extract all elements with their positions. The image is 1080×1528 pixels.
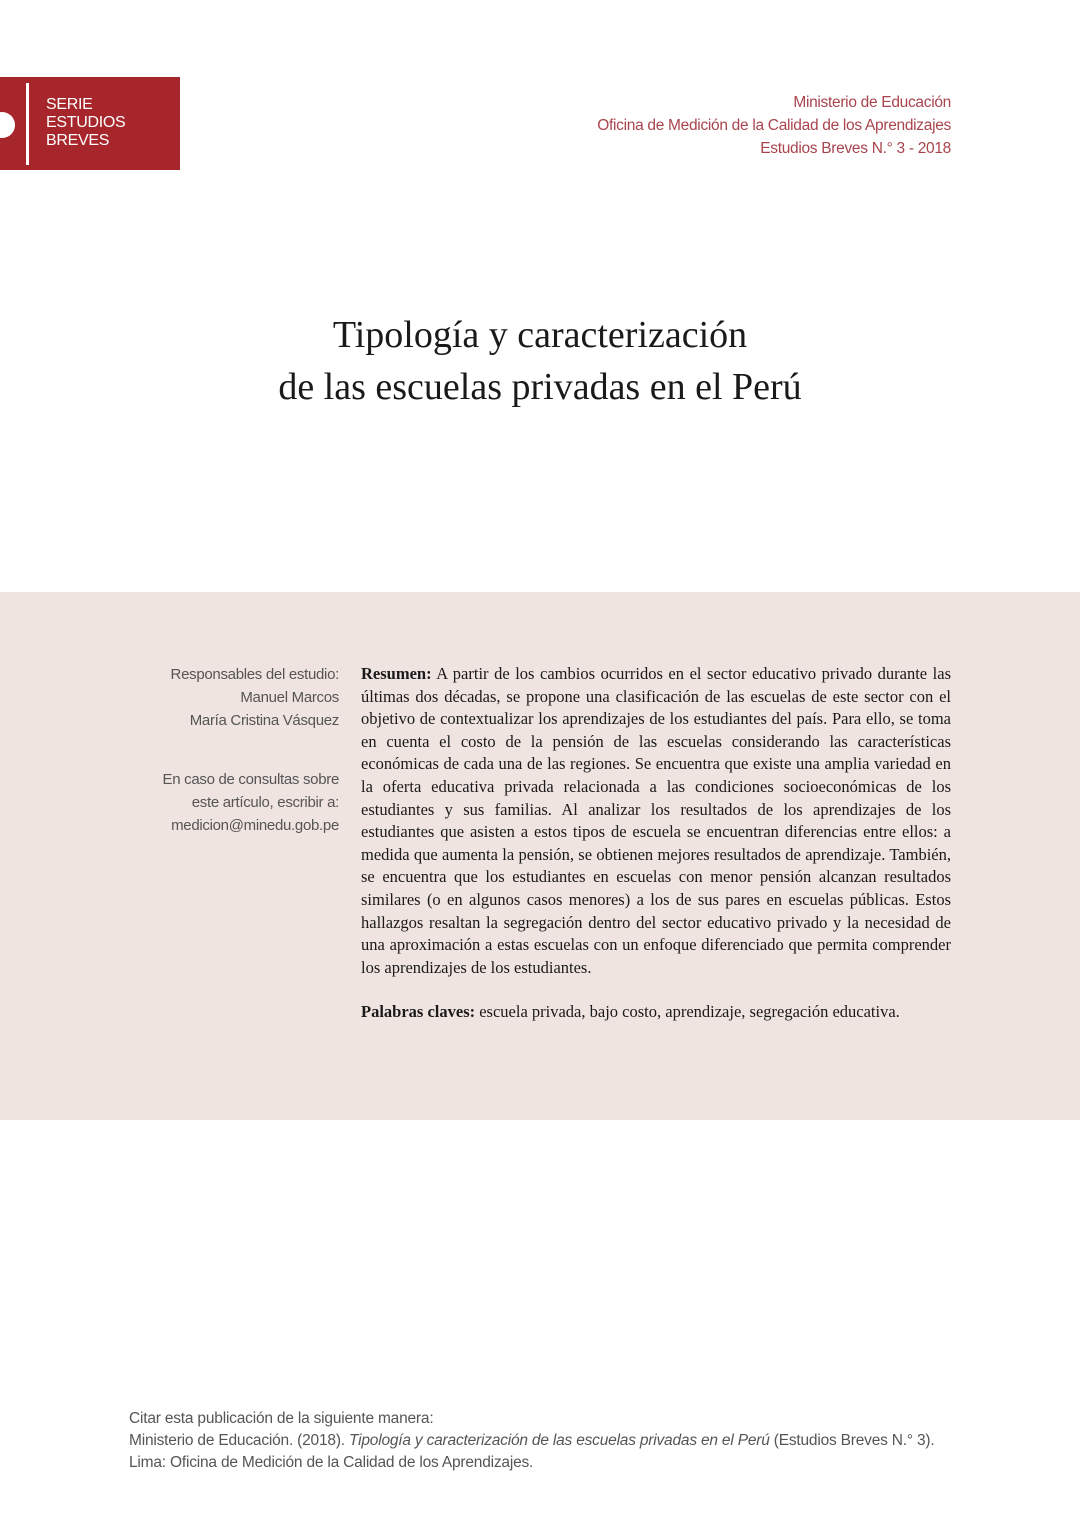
- badge-circle-mark: [0, 112, 15, 138]
- abstract-label: Resumen:: [361, 664, 432, 683]
- citation-block: [129, 1408, 951, 1474]
- keywords-paragraph: [361, 1001, 951, 1024]
- citation-intro: Citar esta publicación de la siguiente manera:: [129, 1410, 434, 1427]
- document-title: [0, 309, 1080, 413]
- header-meta: [597, 91, 951, 160]
- keywords-label: Palabras claves:: [361, 1002, 476, 1022]
- citation-title: Tipología y caracterización de las escuelas privadas en el Perú: [349, 1432, 770, 1449]
- series-badge: [0, 77, 180, 170]
- header-office: Oficina de Medición de la Calidad de los Aprendizajes: [597, 117, 951, 134]
- header-ministry: Ministerio de Educación: [793, 94, 951, 111]
- contact-text: este artículo, escribir a:: [191, 794, 339, 811]
- series-badge-line: SERIE: [46, 96, 93, 113]
- series-badge-line: BREVES: [46, 132, 110, 149]
- keywords-text: escuela privada, bajo costo, aprendizaje, segregación educativa.: [479, 1002, 900, 1022]
- contact-text: En caso de consultas sobre: [162, 771, 339, 788]
- abstract-paragraph: [361, 663, 951, 979]
- credits-column: [79, 663, 339, 837]
- citation-prefix: Ministerio de Educación. (2018).: [129, 1432, 349, 1449]
- header-issue: Estudios Breves N.° 3 - 2018: [760, 140, 951, 157]
- series-badge-line: ESTUDIOS: [46, 114, 126, 131]
- citation-reference: [129, 1430, 951, 1474]
- series-badge-text: [46, 96, 125, 150]
- abstract-text: A partir de los cambios ocurridos en el sector educativo privado durante las últimas dos décadas, se propone una clasificación de las escuelas de este sector con el objetivo de contextualizar los aprendizajes de los estudiantes del país. Para ello, se toma en cuenta el costo de la pensión de las escuelas considerando las características económicas de cada una de las regiones. Se encuentra que existe una amplia variedad en la oferta educativa privada relacionada a las condiciones socioeconómicas de los estudiantes y sus familias. Al analizar los resultados de los aprendizajes de los estudiantes que asisten a estos tipos de escuela se encuentran diferencias entre ellos: a medida que aumenta la pensión, se obtienen mejores resultados de aprendizaje. También, se encuentra que los estudiantes en escuelas con menor pensión alcanzan resultados similares (o en algunos casos menores) a los de sus pares en escuelas públicas. Estos hallazgos resaltan la segregación dentro del sector educativo privado y la necesidad de una aproximación a estas escuelas con un enfoque diferenciado que permita comprender los aprendizajes de los estudiantes.: [361, 664, 951, 977]
- author-name: Manuel Marcos: [240, 689, 339, 706]
- responsables-label: Responsables del estudio:: [170, 666, 339, 683]
- citation-suffix: (Estudios Breves N.° 3). Lima: Oficina de Medición de la Calidad de los Aprendizajes.: [129, 1432, 935, 1471]
- document-title-line: Tipología y caracterización: [332, 314, 748, 356]
- document-title-line: de las escuelas privadas en el Perú: [278, 366, 802, 408]
- author-name: María Cristina Vásquez: [189, 712, 339, 729]
- contact-email: medicion@minedu.gob.pe: [171, 817, 339, 834]
- abstract-block: [361, 663, 951, 1024]
- badge-vertical-bar: [26, 83, 29, 165]
